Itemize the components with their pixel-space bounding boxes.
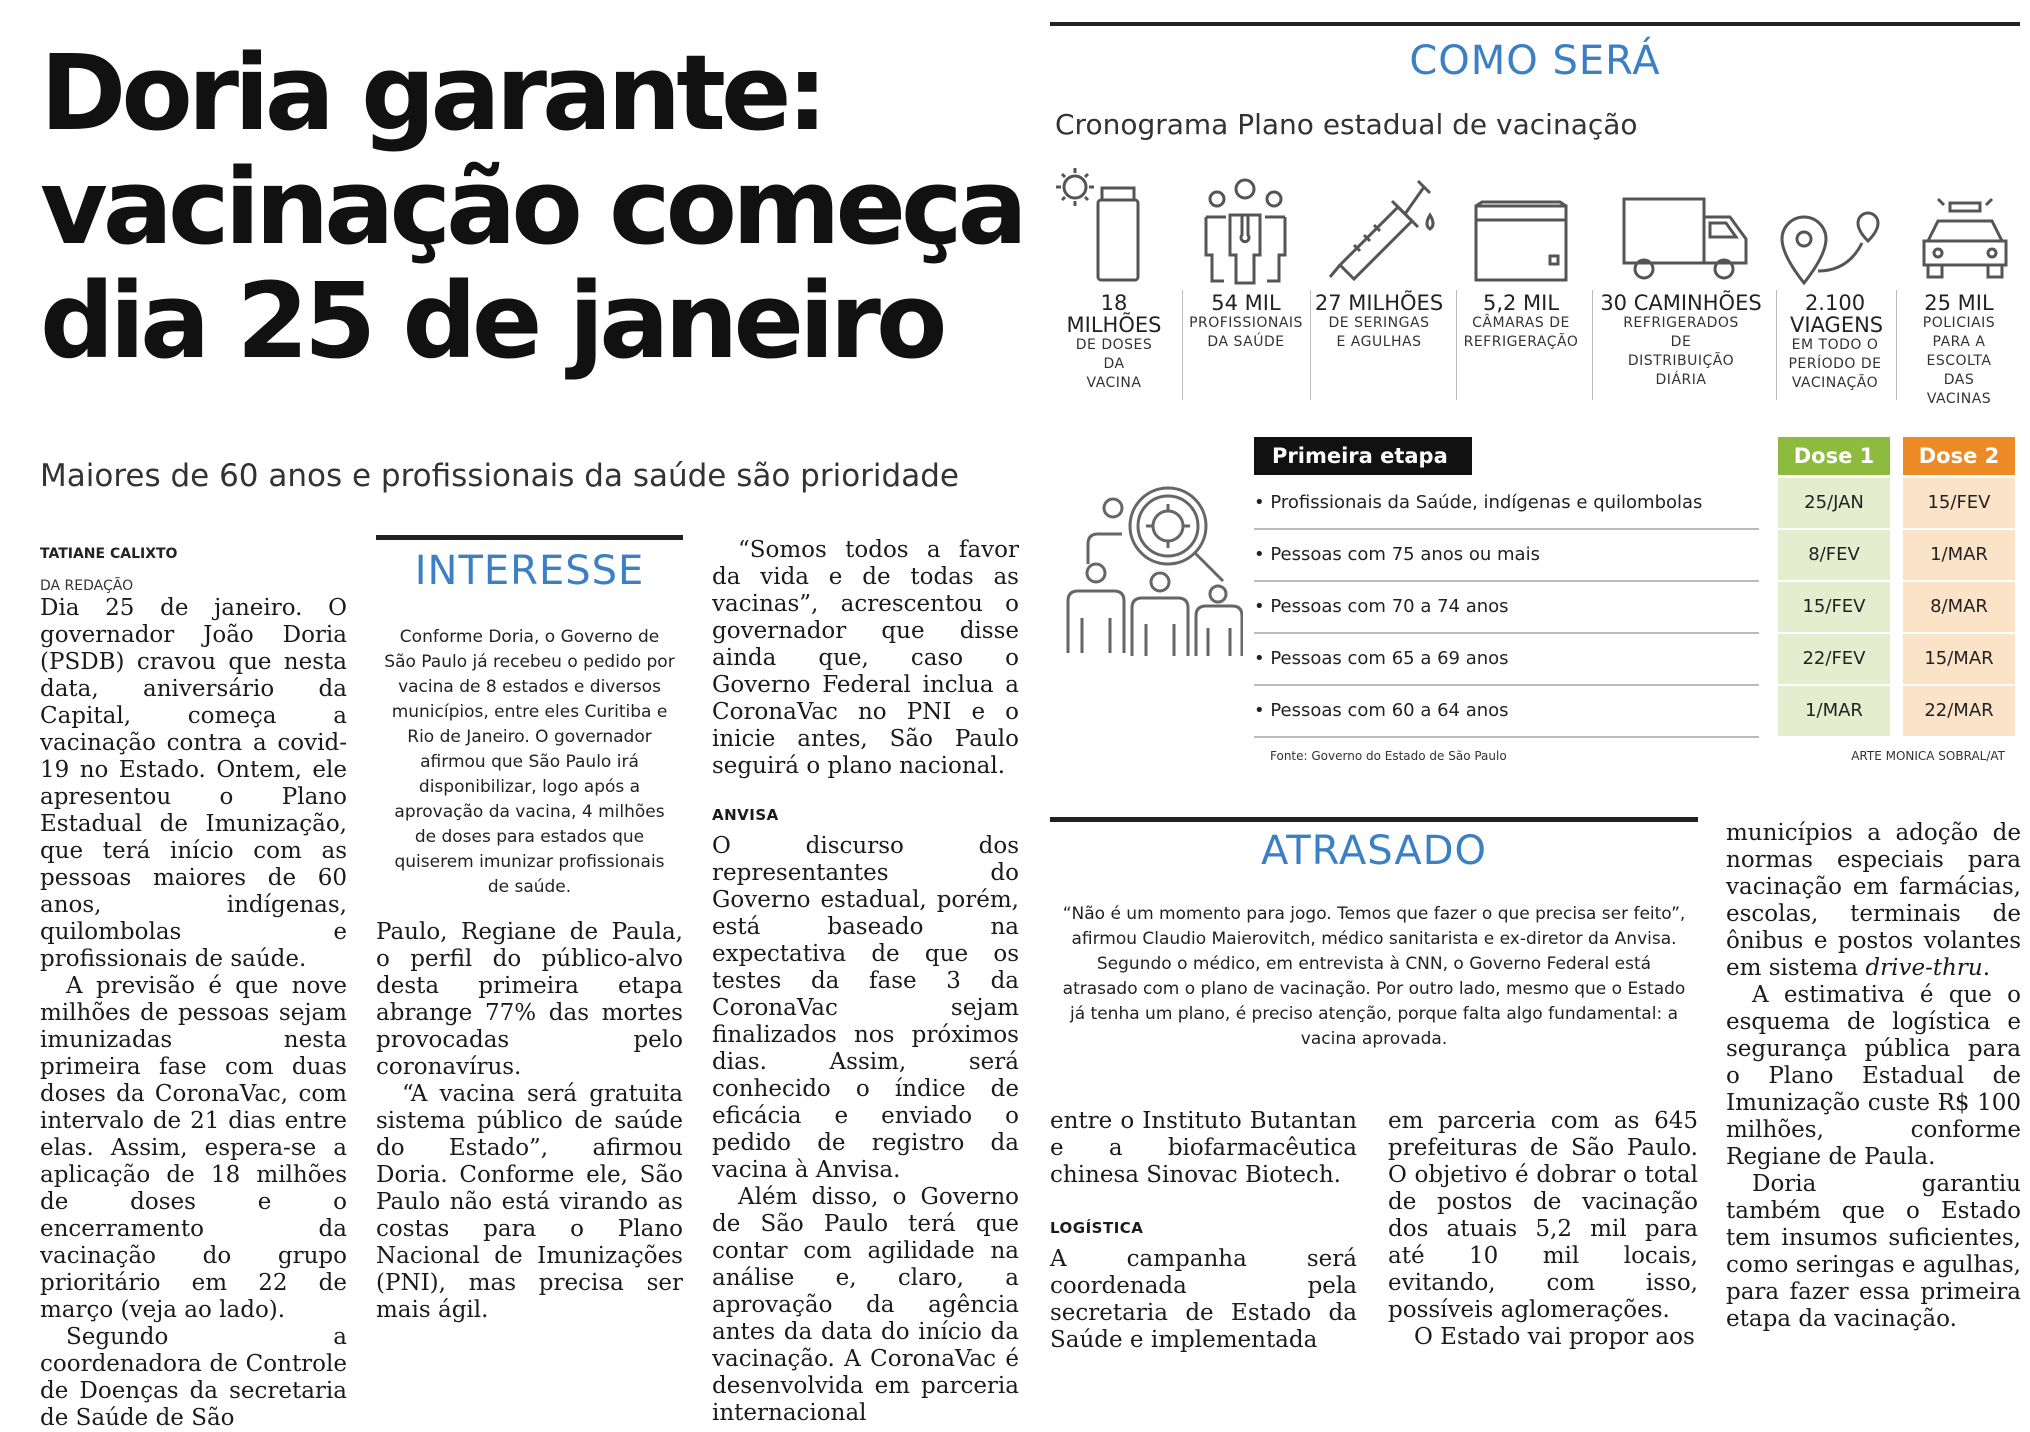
stat-doses (1052, 292, 1176, 393)
byline: TATIANE CALIXTO (40, 546, 178, 562)
article-column-2 (376, 919, 683, 1324)
table-cell-dose2: 22/MAR (1903, 686, 2015, 736)
table-cell-dose2: 15/FEV (1903, 478, 2015, 528)
stat-label: REFRIGERADOS DE DISTRIBUIÇÃO DIÁRIA (1623, 315, 1739, 388)
infographic-top-rule (1050, 22, 2020, 26)
paragraph: Segundo a coordenadora de Controle de Doenças da secretaria de Saúde de São (40, 1324, 347, 1431)
table-cell-dose1: 25/JAN (1778, 478, 1890, 528)
virus-search-icon (1058, 478, 1243, 668)
stat-police (1902, 292, 2016, 409)
stat-label: DE DOSES DA VACINA (1075, 337, 1153, 391)
italic-term: drive-thru (1865, 955, 1983, 981)
stat-number: 2.100 VIAGENS (1790, 291, 1884, 337)
section-kicker-logistica: LOGÍSTICA (1050, 1219, 1144, 1237)
paragraph: Paulo, Regiane de Paula, o perfil do público-alvo desta primeira etapa abrange 77% das mortes provocadas pelo coronavírus. (376, 919, 683, 1080)
headline (40, 32, 1023, 382)
table-stage-header: Primeira etapa (1254, 437, 1472, 475)
article-column-6 (1726, 820, 2021, 1333)
paragraph: O Estado vai propor aos (1414, 1324, 1695, 1350)
paragraph: “A vacina será gratuita sistema público de saúde do Estado”, afirmou Doria. Conforme ele, São Paulo não está virando as costas para o Plano Nacional de Imunizações (PNI), mas precisa ser mais ágil. (376, 1081, 683, 1323)
stat-trips (1780, 292, 1890, 393)
interesse-box-text: Conforme Doria, o Governo de São Paulo já recebeu o pedido por vacina de 8 estados e diversos municípios, entre eles Curitiba e Rio de Janeiro. O governador afirmou que São Paulo irá disponibilizar, logo após a aprovação da vacina, 4 milhões de doses para estados que quiserem imunizar profissionais de saúde. (384, 627, 675, 897)
truck-icon (1620, 195, 1750, 285)
table-row: • Pessoas com 60 a 64 anos (1254, 686, 1759, 738)
table-dose1-header: Dose 1 (1778, 437, 1890, 475)
infographic-source: Fonte: Governo do Estado de São Paulo (1270, 749, 1507, 763)
stat-number: 5,2 MIL (1482, 291, 1560, 315)
table-cell-dose2: 1/MAR (1903, 530, 2015, 580)
paragraph: Dia 25 de janeiro. O governador João Doria (PSDB) cravou que nesta data, aniversário da Capital, começa a vacinação contra a covid-19 no Estado. Ontem, ele apresentou o Plano Estadual de Imunização, que terá início com as pessoas maiores de 60 anos, indígenas, quilombolas e profissionais de saúde. (40, 595, 347, 972)
interesse-box-title: INTERESSE (414, 548, 645, 594)
subheadline: Maiores de 60 anos e profissionais da saúde são prioridade (40, 458, 959, 494)
table-cell-dose2: 8/MAR (1903, 582, 2015, 632)
paragraph: entre o Instituto Butantan e a biofarmacêutica chinesa Sinovac Biotech. (1050, 1108, 1357, 1188)
table-cell-dose1: 1/MAR (1778, 686, 1890, 736)
stat-number: 54 MIL (1211, 291, 1281, 315)
section-kicker-anvisa: ANVISA (712, 806, 779, 824)
stat-label: CÂMARAS DE REFRIGERAÇÃO (1463, 315, 1579, 350)
paragraph: “Somos todos a favor da vida e de todas as vacinas”, acrescentou o governador que disse ainda que, caso o Governo Federal inclua a CoronaVac no PNI e o inicie antes, São Paulo seguirá o plano nacional. (712, 537, 1019, 779)
atrasado-box-title: ATRASADO (1260, 828, 1487, 874)
article-column-3 (712, 537, 1019, 1427)
table-row: • Pessoas com 65 a 69 anos (1254, 634, 1759, 686)
table-dose2-header: Dose 2 (1903, 437, 2015, 475)
paragraph: A campanha será coordenada pela secretaria de Estado da Saúde e implementada (1050, 1246, 1357, 1353)
divider (1776, 290, 1777, 400)
stat-cold-rooms (1460, 292, 1582, 352)
route-pin-icon (1778, 205, 1888, 285)
headline-line-2: vacinação começa (40, 146, 1023, 268)
paragraph: O discurso dos representantes do Governo estadual, porém, está baseado na expectativa de que os testes da fase 3 da CoronaVac sejam finalizados nos próximos dias. Assim, será conhecido o índice de eficácia e enviado o pedido de registro da vacina à Anvisa. (712, 833, 1019, 1183)
divider (1896, 290, 1897, 400)
atrasado-box-text: “Não é um momento para jogo. Temos que fazer o que precisa ser feito”, afirmou Claudio Maierovitch, médico sanitarista e ex-diretor da Anvisa. Segundo o médico, em entrevista à CNN, o Governo Federal está atrasado com o plano de vacinação. Por outro lado, mesmo que o Estado já tenha um plano, é preciso atenção, porque falta algo fundamental: a vacina aprovada. (1062, 904, 1686, 1049)
article-column-5 (1388, 1108, 1698, 1351)
table-row: • Pessoas com 70 a 74 anos (1254, 582, 1759, 634)
stat-number: 27 MILHÕES (1314, 291, 1444, 315)
table-cell-dose1: 8/FEV (1778, 530, 1890, 580)
vaccine-vial-icon (1050, 160, 1190, 285)
stat-number: 30 CAMINHÕES (1600, 291, 1762, 315)
fridge-icon (1468, 198, 1573, 283)
table-row: • Profissionais da Saúde, indígenas e quilombolas (1254, 478, 1759, 530)
paragraph-text: municípios a adoção de normas especiais para vacinação em farmácias, escolas, terminais de ônibus e postos volantes em sistema (1726, 820, 2021, 981)
paragraph-text: . (1982, 955, 1991, 981)
stat-number: 25 MIL (1924, 291, 1994, 315)
box-top-rule (376, 535, 683, 540)
syringe-icon (1322, 165, 1442, 285)
infographic-subtitle: Cronograma Plano estadual de vacinação (1055, 108, 1638, 141)
byline-department: DA REDAÇÃO (40, 578, 134, 594)
article-column-1 (40, 595, 347, 1432)
box-top-rule (1050, 817, 1698, 822)
stat-trucks (1596, 292, 1766, 390)
table-cell-dose1: 15/FEV (1778, 582, 1890, 632)
paragraph: A previsão é que nove milhões de pessoas sejam imunizadas nesta primeira fase com duas doses da CoronaVac, com intervalo de 21 dias entre elas. Assim, espera-se a aplicação de 18 milhões de doses e o encerramento da vacinação do grupo prioritário em 22 de março (veja ao lado). (40, 973, 347, 1323)
paragraph (1726, 820, 2021, 982)
stat-label: EM TODO O PERÍODO DE VACINAÇÃO (1788, 337, 1882, 391)
article-column-4 (1050, 1108, 1357, 1354)
paragraph: Além disso, o Governo de São Paulo terá que contar com agilidade na análise e, claro, a aprovação da agência antes da data do início da vacinação. A CoronaVac é desenvolvida em parceria internacional (712, 1184, 1019, 1426)
table-row: • Pessoas com 75 anos ou mais (1254, 530, 1759, 582)
table-cell-dose1: 22/FEV (1778, 634, 1890, 684)
headline-line-3: dia 25 de janeiro (40, 260, 943, 382)
divider (1456, 290, 1457, 400)
headline-line-1: Doria garante: (40, 32, 824, 154)
police-car-icon (1918, 195, 2013, 285)
paragraph: A estimativa é que o esquema de logística e segurança pública para o Plano Estadual de Imunização custe R$ 100 milhões, conforme Regiane de Paula. (1726, 982, 2021, 1170)
stat-label: PROFISSIONAIS DA SAÚDE (1189, 315, 1303, 350)
divider (1592, 290, 1593, 400)
stat-label: DE SERINGAS E AGULHAS (1328, 315, 1430, 350)
paragraph: em parceria com as 645 prefeituras de São Paulo. O objetivo é dobrar o total de postos de vacinação dos atuais 5,2 mil para até 10 mil locais, evitando, com isso, possíveis aglomerações. (1388, 1108, 1698, 1323)
stat-label: POLICIAIS PARA A ESCOLTA DAS VACINAS (1922, 315, 1996, 407)
divider (1310, 290, 1311, 400)
stat-syringes (1314, 292, 1444, 352)
infographic-title: COMO SERÁ (1409, 38, 1661, 84)
divider (1182, 290, 1183, 400)
stat-number: 18 MILHÕES (1066, 291, 1162, 337)
infographic-credit: ARTE MONICA SOBRAL/AT (1851, 749, 2005, 763)
paragraph: Doria garantiu também que o Estado tem insumos suficientes, como seringas e agulhas, para fazer essa primeira etapa da vacinação. (1726, 1171, 2021, 1332)
health-workers-icon (1198, 175, 1293, 285)
table-cell-dose2: 15/MAR (1903, 634, 2015, 684)
stat-health-workers (1186, 292, 1306, 352)
